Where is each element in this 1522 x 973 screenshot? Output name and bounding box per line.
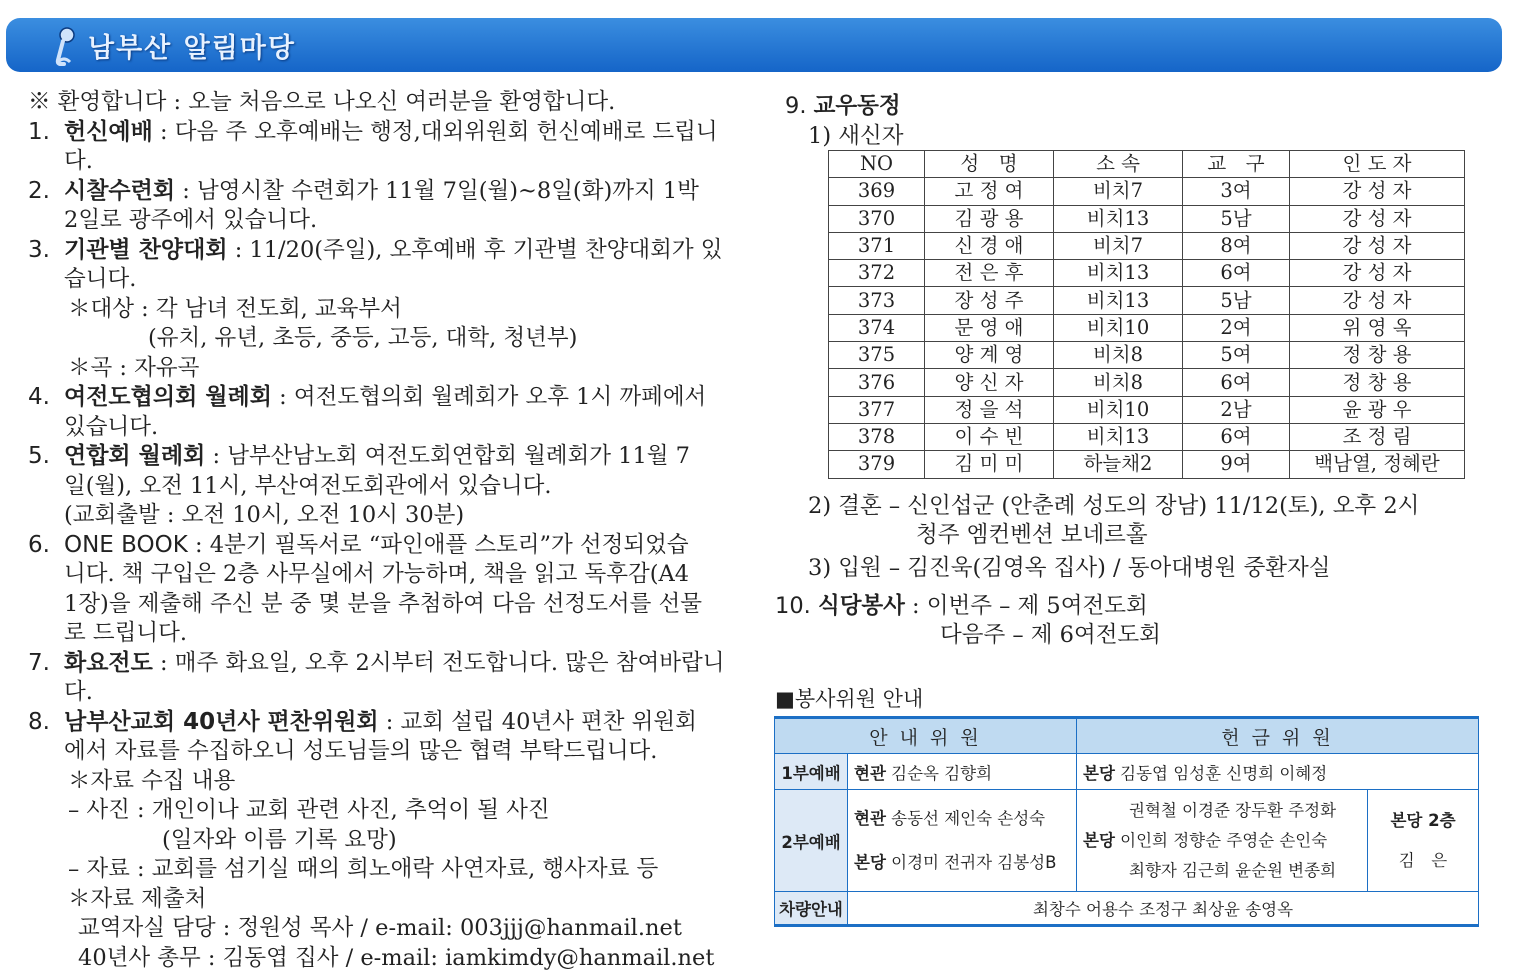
item-text: : 남영시찰 수련회가 11월 7일(월)~8일(화)까지 1박 <box>175 178 699 204</box>
newcomers-table <box>828 150 1465 479</box>
table-cell: 비치7 <box>1054 232 1183 259</box>
item-text: 니다. 책 구입은 2층 사무실에서 가능하며, 책을 읽고 독후감(A4 <box>64 561 689 587</box>
cafeteria-this-week: : 이번주 – 제 5여전도회 <box>905 593 1148 619</box>
table-cell: 강 성 자 <box>1290 287 1465 314</box>
item-heading: 시찰수련회 <box>64 178 175 204</box>
table-cell: 372 <box>829 260 925 287</box>
table-row <box>829 260 1465 287</box>
table-cell: 정 창 용 <box>1290 342 1465 369</box>
item-heading: ONE BOOK <box>64 532 188 558</box>
table-row <box>829 178 1465 205</box>
offering-extra-cell: 본당 2층 김 은 <box>1368 790 1479 892</box>
table-cell: 위 영 옥 <box>1290 314 1465 341</box>
item-text: 에서 자료를 수집하오니 성도님들의 많은 협력 부탁드립니다. <box>64 738 657 764</box>
usher-cell: 현관 송동선 제인숙 손성숙 본당 이경미 전귀자 김봉성B <box>848 790 1077 892</box>
item-subnote: ＊자료 제출처 <box>64 885 740 915</box>
service-label: 2부예배 <box>775 790 848 892</box>
table-cell: 강 성 자 <box>1290 260 1465 287</box>
table-row <box>775 892 1479 926</box>
table-cell: 정 을 석 <box>925 396 1054 423</box>
table-cell: 비치10 <box>1054 314 1183 341</box>
table-row <box>829 205 1465 232</box>
table-cell: 비치8 <box>1054 369 1183 396</box>
table-cell: 6여 <box>1183 423 1290 450</box>
item-heading: 헌신예배 <box>64 119 153 145</box>
table-cell: 정 창 용 <box>1290 369 1465 396</box>
banner-title: 남부산 알림마당 <box>88 26 296 65</box>
table-cell: 전 은 후 <box>925 260 1054 287</box>
table-cell: 373 <box>829 287 925 314</box>
table-cell: 이 수 빈 <box>925 423 1054 450</box>
table-cell: 양 신 자 <box>925 369 1054 396</box>
microphone-icon <box>50 26 80 66</box>
table-row <box>775 754 1479 790</box>
announcement-item-4 <box>28 383 740 442</box>
section-title: 식당봉사 <box>818 593 905 619</box>
table-cell: 375 <box>829 342 925 369</box>
table-cell: 5여 <box>1183 342 1290 369</box>
item-text: : 다음 주 오후예배는 행정,대외위원회 헌신예배로 드립니다. <box>64 119 718 175</box>
item-subnote: ＊곡 : 자유곡 <box>64 354 740 384</box>
welcome-text: 환영합니다 : 오늘 처음으로 나오신 여러분을 환영합니다. <box>58 89 616 115</box>
column-header: 인 도 자 <box>1290 151 1465 178</box>
table-cell: 비치7 <box>1054 178 1183 205</box>
table-cell: 6여 <box>1183 260 1290 287</box>
item-subnote: ＊대상 : 각 남녀 전도회, 교육부서 <box>64 295 740 325</box>
table-cell: 양 계 영 <box>925 342 1054 369</box>
announcement-item-6 <box>28 531 740 649</box>
item-text: 일(월), 오전 11시, 부산여전도회관에서 있습니다. <box>64 473 551 499</box>
volunteer-table <box>774 716 1479 927</box>
table-cell: 김 광 용 <box>925 205 1054 232</box>
announcement-item-3 <box>28 236 740 384</box>
service-label: 차량안내 <box>775 892 848 926</box>
item-text: : 11/20(주일), 오후예배 후 기관별 찬양대회가 있 <box>228 237 723 263</box>
item-text: 습니다. <box>64 266 136 292</box>
item-heading: 화요전도 <box>64 650 153 676</box>
table-cell: 2남 <box>1183 396 1290 423</box>
offering-header: 헌 금 위 원 <box>1077 718 1479 754</box>
section-number: 10. <box>775 593 811 619</box>
item-number: 6. <box>28 531 50 561</box>
table-cell: 비치13 <box>1054 205 1183 232</box>
table-cell: 비치13 <box>1054 423 1183 450</box>
volunteer-header-row <box>775 718 1479 754</box>
column-header: 성 명 <box>925 151 1054 178</box>
item-text: : 매주 화요일, 오후 2시부터 전도합니다. 많은 참여바랍니다. <box>64 650 724 706</box>
table-cell: 고 정 여 <box>925 178 1054 205</box>
announcement-item-7 <box>28 649 740 708</box>
table-cell: 5남 <box>1183 287 1290 314</box>
item-text: (교회출발 : 오전 10시, 오전 10시 30분) <box>64 502 464 528</box>
usher-header: 안 내 위 원 <box>775 718 1077 754</box>
item-text: 있습니다. <box>64 414 158 440</box>
item-text: 로 드립니다. <box>64 620 187 646</box>
announcement-item-2 <box>28 177 740 236</box>
table-cell: 윤 광 우 <box>1290 396 1465 423</box>
table-cell: 강 성 자 <box>1290 178 1465 205</box>
item-text: : 여전도협의회 월례회가 오후 1시 까페에서 <box>272 384 706 410</box>
table-cell: 김 미 미 <box>925 451 1054 478</box>
table-row <box>829 342 1465 369</box>
welcome-line <box>28 88 740 118</box>
table-row <box>829 396 1465 423</box>
table-row <box>829 314 1465 341</box>
announcement-item-1 <box>28 118 740 177</box>
column-header: NO <box>829 151 925 178</box>
table-row <box>829 287 1465 314</box>
marriage-venue: 청주 엠컨벤션 보네르홀 <box>916 517 1148 549</box>
hospital-line: 3) 입원 – 김진욱(김영옥 집사) / 동아대병원 중환자실 <box>808 550 1331 582</box>
table-cell: 강 성 자 <box>1290 205 1465 232</box>
announcement-item-5 <box>28 442 740 531</box>
table-row <box>829 232 1465 259</box>
table-cell: 백남열, 정혜란 <box>1290 451 1465 478</box>
table-cell: 비치13 <box>1054 260 1183 287</box>
section-9-heading <box>785 88 901 120</box>
table-cell: 문 영 애 <box>925 314 1054 341</box>
table-cell: 강 성 자 <box>1290 232 1465 259</box>
table-row <box>829 423 1465 450</box>
table-cell: 376 <box>829 369 925 396</box>
section-number: 9. <box>785 93 806 119</box>
table-cell: 371 <box>829 232 925 259</box>
announcements-column <box>28 88 740 973</box>
marriage-line: 2) 결혼 – 신인섭군 (안춘례 성도의 장남) 11/12(토), 오후 2시 <box>808 488 1419 520</box>
item-text: : 교회 설립 40년사 편찬 위원회 <box>379 709 697 735</box>
volunteer-title: ■봉사위원 안내 <box>775 683 923 713</box>
item-number: 2. <box>28 177 50 207</box>
table-cell: 조 정 림 <box>1290 423 1465 450</box>
announcement-item-8 <box>28 708 740 973</box>
table-cell: 374 <box>829 314 925 341</box>
item-text: : 4분기 필독서로 “파인애플 스토리”가 선정되었습 <box>188 532 689 558</box>
item-number: 4. <box>28 383 50 413</box>
table-cell: 비치8 <box>1054 342 1183 369</box>
table-cell: 3여 <box>1183 178 1290 205</box>
contact-line: 교역자실 담당 : 정원성 목사 / e-mail: 003jjj@hanmail.net <box>64 914 740 944</box>
item-number: 1. <box>28 118 50 148</box>
table-cell: 8여 <box>1183 232 1290 259</box>
item-subnote: ＊자료 수집 내용 <box>64 767 740 797</box>
table-row <box>775 790 1479 892</box>
table-row <box>829 451 1465 478</box>
driver-cell: 최창수 어용수 조정구 최상윤 송영옥 <box>848 892 1479 926</box>
table-cell: 379 <box>829 451 925 478</box>
item-text: 2일로 광주에서 있습니다. <box>64 207 317 233</box>
table-cell: 9여 <box>1183 451 1290 478</box>
table-header-row <box>829 151 1465 178</box>
table-cell: 5남 <box>1183 205 1290 232</box>
table-cell: 378 <box>829 423 925 450</box>
offering-cell: 본당 김동엽 임성훈 신명희 이혜정 <box>1077 754 1479 790</box>
table-cell: 신 경 애 <box>925 232 1054 259</box>
column-header: 교 구 <box>1183 151 1290 178</box>
table-cell: 370 <box>829 205 925 232</box>
reference-mark: ※ <box>28 89 51 115</box>
item-text: : 남부산남노회 여전도회연합회 월례회가 11월 7 <box>205 443 690 469</box>
item-subnote: (일자와 이름 기록 요망) <box>64 826 740 856</box>
table-cell: 369 <box>829 178 925 205</box>
item-heading: 여전도협의회 월례회 <box>64 384 272 410</box>
table-row <box>829 369 1465 396</box>
item-heading: 연합회 월례회 <box>64 443 205 469</box>
table-cell: 377 <box>829 396 925 423</box>
section-title: 교우동정 <box>814 93 901 119</box>
header-banner <box>6 18 1502 72</box>
table-cell: 비치10 <box>1054 396 1183 423</box>
newcomers-subheading: 1) 새신자 <box>808 118 903 150</box>
item-number: 7. <box>28 649 50 679</box>
contact-line: 40년사 총무 : 김동엽 집사 / e-mail: iamkimdy@hanmail.net <box>64 944 740 973</box>
section-10-heading <box>775 588 1148 620</box>
table-cell: 2여 <box>1183 314 1290 341</box>
cafeteria-next-week: 다음주 – 제 6여전도회 <box>940 617 1161 649</box>
offering-cell: 권혁철 이경준 장두환 주정화 본당 이인희 정향순 주영순 손인숙 최향자 김근희 윤순원 변종희 <box>1077 790 1368 892</box>
item-number: 5. <box>28 442 50 472</box>
item-heading: 기관별 찬양대회 <box>64 237 228 263</box>
item-heading: 남부산교회 40년사 편찬위원회 <box>64 709 379 735</box>
table-cell: 6여 <box>1183 369 1290 396</box>
usher-cell: 현관 김순옥 김향희 <box>848 754 1077 790</box>
item-number: 3. <box>28 236 50 266</box>
table-cell: 비치13 <box>1054 287 1183 314</box>
item-number: 8. <box>28 708 50 738</box>
item-text: 1장)을 제출해 주신 분 중 몇 분을 추첨하여 다음 선정도서를 선물 <box>64 591 702 617</box>
table-cell: 하늘채2 <box>1054 451 1183 478</box>
item-subnote: – 사진 : 개인이나 교회 관련 사진, 추억이 될 사진 <box>64 796 740 826</box>
item-subnote: (유치, 유년, 초등, 중등, 고등, 대학, 청년부) <box>64 324 740 354</box>
item-subnote: – 자료 : 교회를 섬기실 때의 희노애락 사연자료, 행사자료 등 <box>64 855 740 885</box>
service-label: 1부예배 <box>775 754 848 790</box>
table-cell: 장 성 주 <box>925 287 1054 314</box>
column-header: 소 속 <box>1054 151 1183 178</box>
